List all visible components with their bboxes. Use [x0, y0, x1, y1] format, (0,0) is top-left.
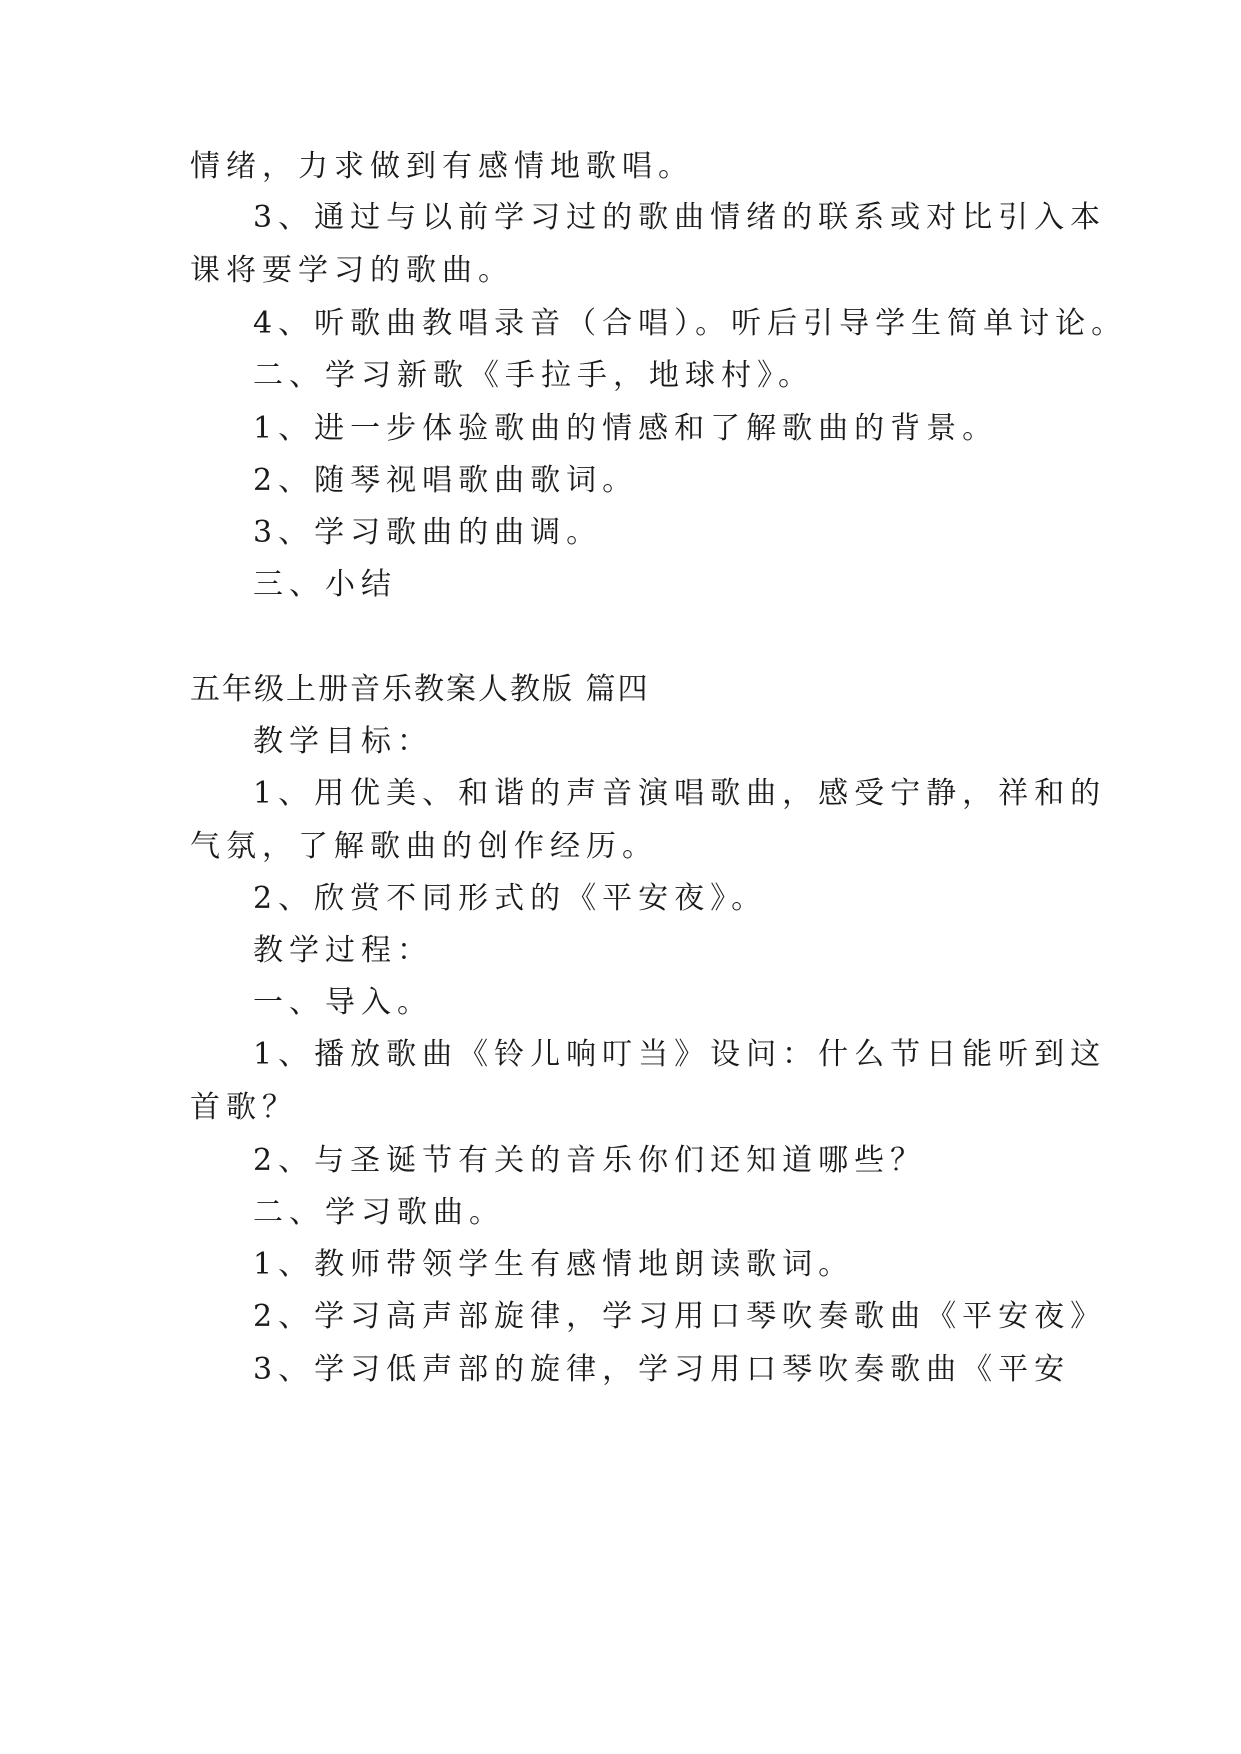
text-line: 4、听歌曲教唱录音（合唱）。听后引导学生简单讨论。 [253, 306, 1128, 341]
text-line: 2、与圣诞节有关的音乐你们还知道哪些？ [253, 1143, 927, 1178]
text-line: 1、教师带领学生有感情地朗读歌词。 [253, 1247, 855, 1282]
text-line: 3、学习歌曲的曲调。 [253, 515, 603, 550]
text-line: 教学过程： [253, 933, 433, 968]
text-line: 1、进一步体验歌曲的情感和了解歌曲的背景。 [253, 411, 999, 446]
text-line: 课将要学习的歌曲。 [190, 253, 514, 288]
text-line: 首歌？ [190, 1090, 298, 1125]
section-heading: 五年级上册音乐教案人教版 篇四 [190, 672, 650, 707]
text-line: 1、播放歌曲《铃儿响叮当》设问：什么节日能听到这 [253, 1037, 1107, 1072]
text-line: 二、学习新歌《手拉手，地球村》。 [253, 358, 814, 393]
text-line: 3、学习低声部的旋律，学习用口琴吹奏歌曲《平安 [253, 1352, 1071, 1387]
text-line: 三、小结 [253, 567, 397, 602]
text-line: 1、用优美、和谐的声音演唱歌曲，感受宁静，祥和的 [253, 776, 1107, 811]
text-line: 2、欣赏不同形式的《平安夜》。 [253, 881, 768, 916]
text-line: 3、通过与以前学习过的歌曲情绪的联系或对比引入本 [253, 200, 1107, 235]
text-line: 2、学习高声部旋律，学习用口琴吹奏歌曲《平安夜》 [253, 1299, 1107, 1334]
text-line: 气氛，了解歌曲的创作经历。 [190, 829, 658, 864]
text-line: 2、随琴视唱歌曲歌词。 [253, 463, 639, 498]
text-line: 教学目标： [253, 724, 433, 759]
text-line: 一、导入。 [253, 985, 433, 1020]
text-line: 情绪，力求做到有感情地歌唱。 [190, 149, 694, 184]
text-line: 二、学习歌曲。 [253, 1195, 505, 1230]
